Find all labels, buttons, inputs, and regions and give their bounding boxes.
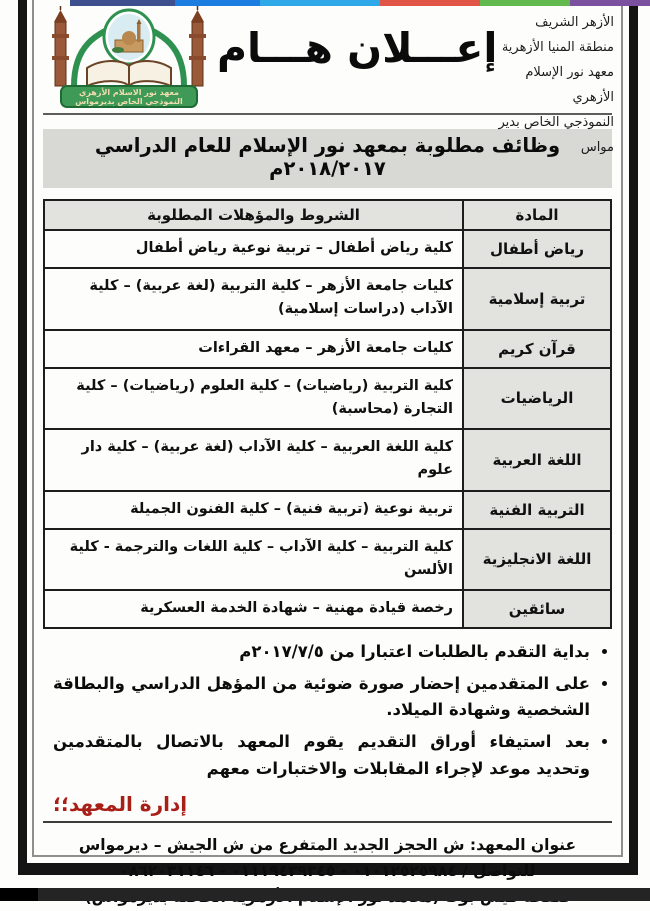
logo-banner-line1: معهد نور الاسلام الأزهري [78, 88, 180, 97]
strip-segment-lightblue [260, 0, 380, 6]
strip-segment-blue [175, 0, 260, 6]
subject-cell: قرآن كريم [463, 330, 611, 368]
document-frame [18, 0, 638, 880]
logo-open-book [87, 61, 171, 86]
table-row [44, 268, 611, 329]
note-item: • على المتقدمين إحضار صورة ضوئية من المؤهل الدراسي والبطاقة الشخصية وشهادة الميلاد. [53, 671, 590, 723]
footer-contact: للتواصل / ٠١٠١٢٥٢٥٩٨٤ - ٠١١١٩٤٣٩٣٤٥ - ٠٨٦٢٠٣١١٤٦ [119, 861, 536, 880]
org-line-institute: معهد نور الإسلام الأزهري [525, 65, 614, 105]
requirements-cell: كلية اللغة العربية – كلية الآداب (لغة عربية) – كلية دار علوم [44, 429, 463, 490]
strip-segment-red [380, 0, 480, 6]
institute-logo-emblem [41, 6, 217, 108]
org-line-region: منطقة المنيا الأزهرية [501, 40, 614, 55]
requirements-cell: كلية التربية (رياضيات) – كلية العلوم (رياضيات) – كلية التجارة (محاسبة) [44, 368, 463, 429]
logo-banner-line2: النموذجي الخاص بديرمواس [75, 97, 183, 106]
notes-list [41, 639, 614, 781]
subject-cell: اللغة الانجليزية [463, 529, 611, 590]
requirements-cell: تربية نوعية (تربية فنية) – كلية الفنون الجميلة [44, 491, 463, 529]
admin-signature: إدارة المعهد؛؛ [53, 791, 188, 816]
main-title: إعـــلان هـــام [217, 24, 498, 72]
announcement-title: وظائف مطلوبة بمعهد نور الإسلام للعام الدراسي ٢٠١٨/٢٠١٧م [43, 129, 612, 188]
header-subject-cell: المادة [463, 200, 611, 230]
table-row [44, 491, 611, 529]
footer-address: عنوان المعهد: ش الحجز الجديد المتفرع من ش الجيش – ديرمواس [78, 835, 577, 854]
logo-right-minaret [189, 6, 206, 86]
table-row [44, 230, 611, 268]
requirements-cell: رخصة قيادة مهنية – شهادة الخدمة العسكرية [44, 590, 463, 628]
logo-medallion [104, 10, 154, 64]
signature-rule [43, 821, 612, 823]
subject-cell: التربية الفنية [463, 491, 611, 529]
strip-segment-green [480, 0, 570, 6]
table-row [44, 590, 611, 628]
table-row [44, 368, 611, 429]
bottom-bar-left-block [0, 888, 38, 901]
subject-cell: اللغة العربية [463, 429, 611, 490]
requirements-cell: كليات جامعة الأزهر – كلية التربية (لغة عربية) – كلية الآداب (دراسات إسلامية) [44, 268, 463, 329]
org-line-azhar: الأزهر الشريف [535, 15, 614, 30]
subject-cell: رياض أطفال [463, 230, 611, 268]
table-row [44, 429, 611, 490]
requirements-cell: كلية رياض أطفال – تربية نوعية رياض أطفال [44, 230, 463, 268]
subject-cell: تربية إسلامية [463, 268, 611, 329]
bottom-bar [0, 888, 650, 901]
institute-logo [41, 6, 217, 110]
document-inner-border [32, 0, 623, 880]
table-row [44, 330, 611, 368]
strip-segment-purple [570, 0, 650, 6]
jobs-table [43, 199, 612, 629]
org-lines [497, 6, 614, 155]
subject-cell: سائقين [463, 590, 611, 628]
requirements-cell: كليات جامعة الأزهر – معهد القراءات [44, 330, 463, 368]
header-requirements-cell: الشروط والمؤهلات المطلوبة [44, 200, 463, 230]
strip-segment-navy [70, 0, 175, 6]
logo-banner [61, 86, 197, 107]
subject-cell: الرياضيات [463, 368, 611, 429]
note-item: • بداية التقدم بالطلبات اعتبارا من ٢٠١٧/٧/٥م [53, 639, 590, 665]
org-line-branch: النموذجي الخاص بدير مواس [498, 115, 614, 155]
document-header [41, 0, 614, 155]
requirements-cell: كلية التربية – كلية الآداب – كلية اللغات والترجمة - كلية الألسن [44, 529, 463, 590]
table-row [44, 529, 611, 590]
top-color-strip [70, 0, 650, 6]
logo-left-minaret [52, 6, 69, 86]
note-item: • بعد استيفاء أوراق التقديم يقوم المعهد بالاتصال بالمتقدمين وتحديد موعد لإجراء المقابلات والاختبارات معهم [53, 729, 590, 781]
table-header-row [44, 200, 611, 230]
